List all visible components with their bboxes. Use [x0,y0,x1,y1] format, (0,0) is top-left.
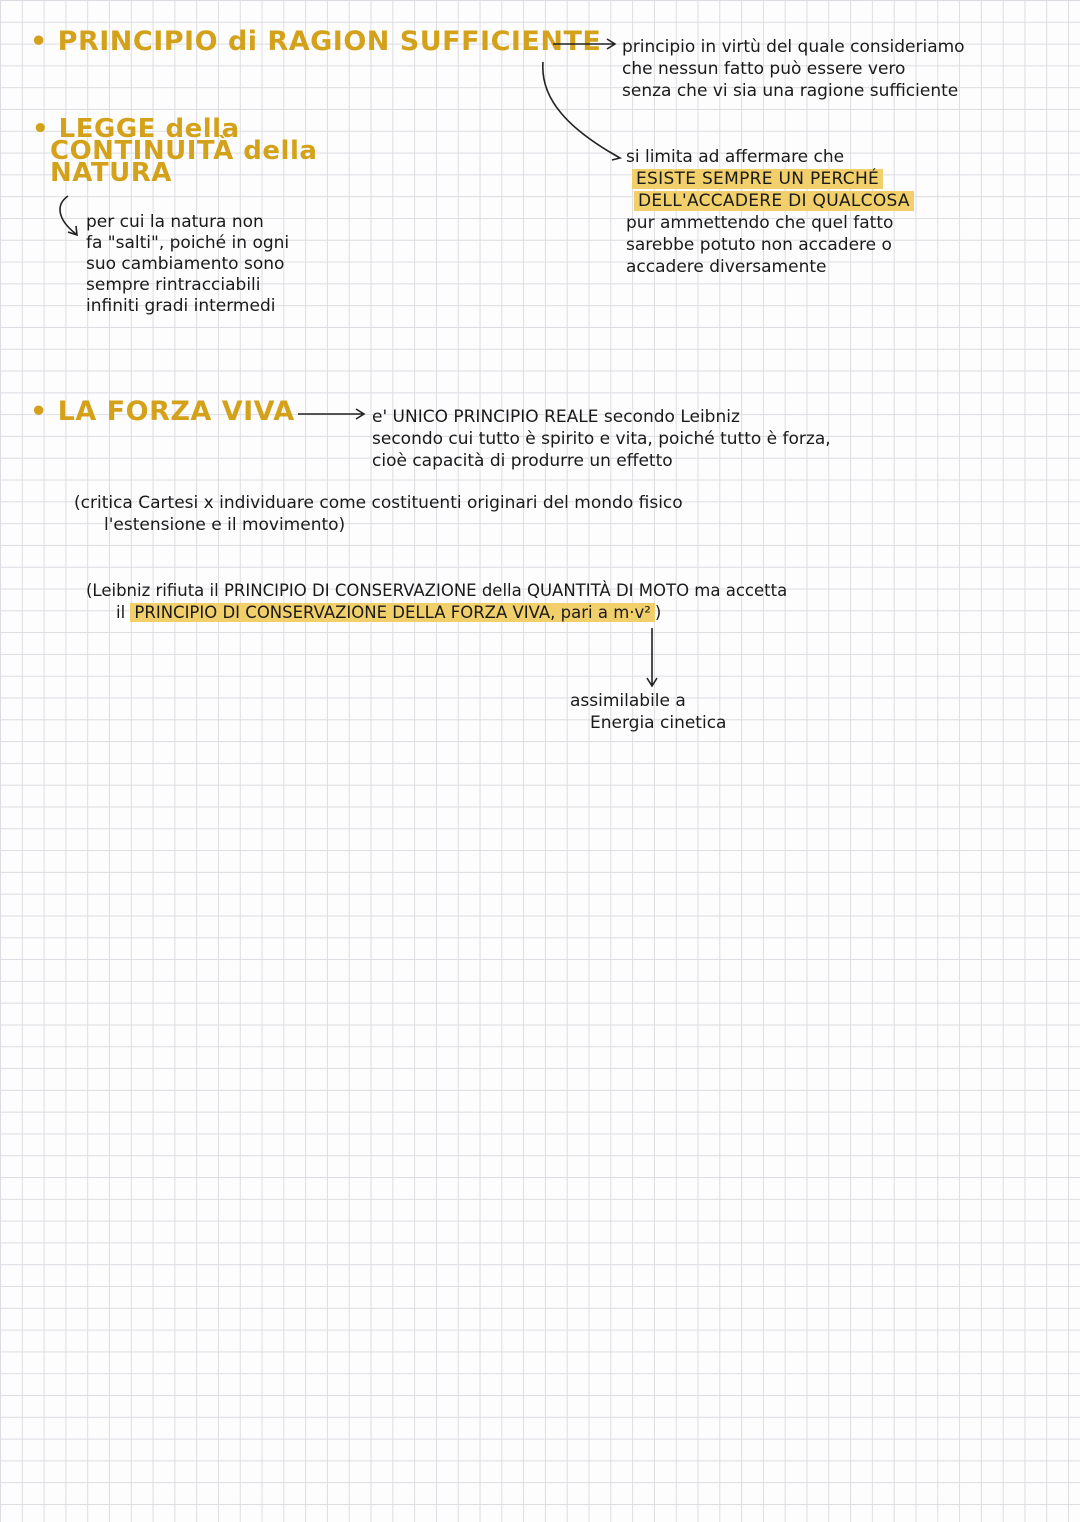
text-line: (Leibniz rifiuta il PRINCIPIO DI CONSERVAZIONE della QUANTITÀ DI MOTO ma accetta [86,581,788,600]
text-line: sempre rintracciabili [86,275,261,295]
text-prefix: il [116,603,126,622]
text-line: pur ammettendo che quel fatto [626,213,894,233]
arrow-down-icon [647,628,657,686]
text-line: infiniti gradi intermedi [86,296,276,316]
text-line: l'estensione e il movimento) [104,515,346,535]
text-line: e' UNICO PRINCIPIO REALE secondo Leibniz [372,407,740,427]
critique-cartesio [74,492,683,536]
text-line: (critica Cartesi x individuare come costituenti originari del mondo fisico [74,493,683,513]
text-line: accadere diversamente [626,257,827,277]
text-line: Energia cinetica [590,713,727,733]
conservation-note [86,580,787,624]
text-line: suo cambiamento sono [86,254,285,274]
text-line: secondo cui tutto è spirito e vita, poiché tutto è forza, [372,429,831,449]
text-line: senza che vi sia una ragione sufficiente [622,81,959,101]
arrows-section-3 [0,0,1080,760]
arrow-right-icon [298,409,364,419]
text-line: principio in virtù del quale consideriamo [622,37,965,57]
text-suffix: ) [654,603,662,622]
highlight-text: ESISTE SEMPRE UN PERCHÉ [632,169,883,189]
title-legge-continuita: • LEGGE della CONTINUITÀ della NATURA [32,114,318,188]
highlight-text: PRINCIPIO DI CONSERVAZIONE DELLA FORZA VIVA, pari a m·v² [130,603,655,622]
text-line: cioè capacità di produrre un effetto [372,451,673,471]
title-forza-viva: • LA FORZA VIVA [30,396,295,427]
text-line: che nessun fatto può essere vero [622,59,906,79]
result-energia-cinetica [570,690,726,734]
forza-viva-definition [372,406,831,472]
title-principio-ragion-sufficiente: • PRINCIPIO di RAGION SUFFICIENTE [30,26,602,57]
highlight-text: DELL'ACCADERE DI QUALCOSA [634,191,914,211]
text-line: assimilabile a [570,691,686,711]
text-line: per cui la natura non [86,212,264,232]
text-line: fa "salti", poiché in ogni [86,233,290,253]
text-line: si limita ad affermare che [626,147,845,167]
text-line: sarebbe potuto non accadere o [626,235,892,255]
